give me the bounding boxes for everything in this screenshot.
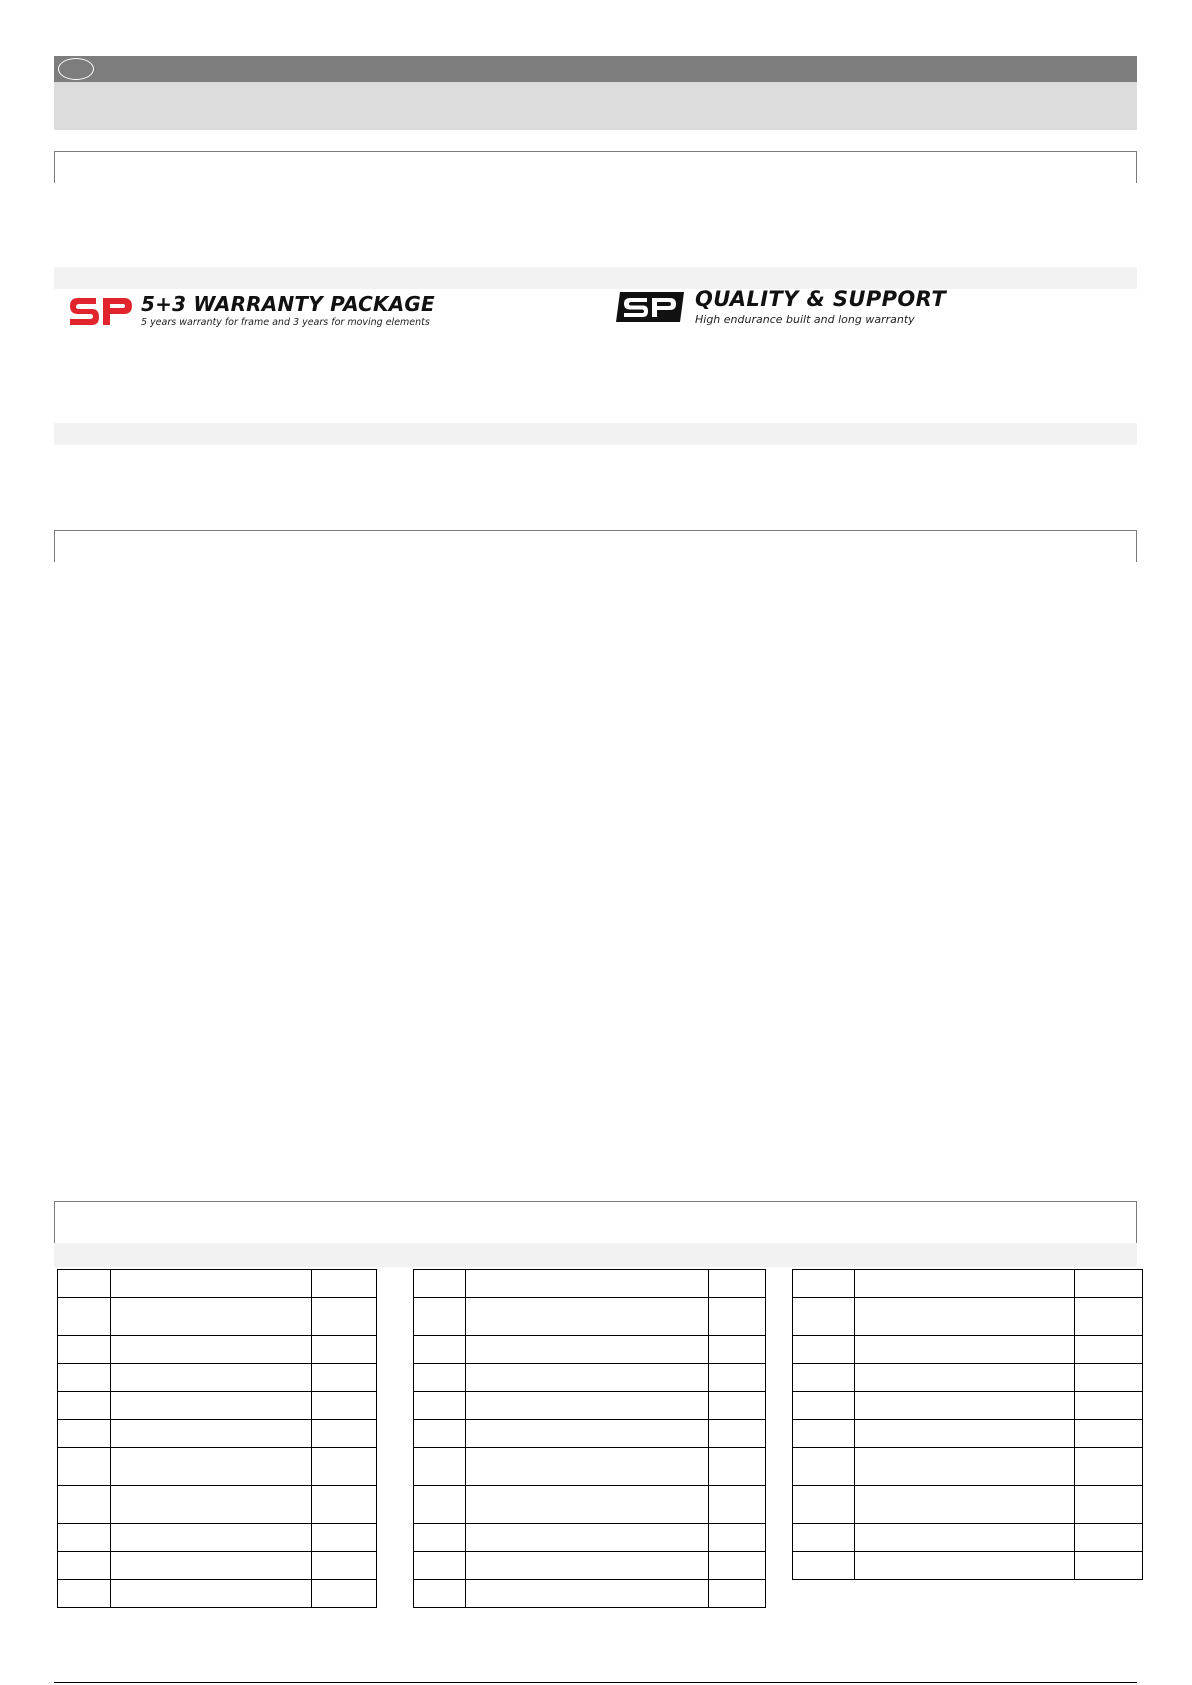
language-badge [58, 58, 94, 80]
parts-cell-qty [312, 1420, 377, 1448]
parts-cell-name [466, 1486, 709, 1524]
parts-cell-no [414, 1420, 466, 1448]
parts-cell-name [466, 1580, 709, 1608]
parts-row [793, 1448, 1143, 1486]
parts-cell-name [855, 1448, 1075, 1486]
parts-cell-qty [312, 1364, 377, 1392]
parts-row [58, 1364, 377, 1392]
parts-row [58, 1270, 377, 1298]
parts-cell-no [414, 1298, 466, 1336]
section-box-4 [54, 1201, 1137, 1243]
parts-row [58, 1486, 377, 1524]
parts-cell-qty [709, 1420, 766, 1448]
parts-cell-qty [709, 1552, 766, 1580]
parts-cell-qty [312, 1448, 377, 1486]
parts-cell-name [466, 1552, 709, 1580]
parts-cell-qty [709, 1336, 766, 1364]
parts-cell-qty [312, 1524, 377, 1552]
parts-row [414, 1364, 766, 1392]
parts-cell-name [111, 1486, 312, 1524]
bottom-rule [54, 1682, 1137, 1683]
title-band [54, 82, 1137, 130]
section-strip-4 [54, 1243, 1137, 1267]
parts-cell-no [414, 1364, 466, 1392]
parts-cell-name [111, 1524, 312, 1552]
parts-row [414, 1420, 766, 1448]
parts-cell-name [111, 1364, 312, 1392]
parts-cell-name [111, 1420, 312, 1448]
parts-cell-name [466, 1448, 709, 1486]
parts-cell-qty [312, 1336, 377, 1364]
parts-row [414, 1336, 766, 1364]
parts-cell-no [58, 1580, 111, 1608]
quality-subtitle: High endurance built and long warranty [695, 313, 915, 326]
parts-cell-qty [1075, 1524, 1143, 1552]
parts-cell-name [855, 1420, 1075, 1448]
parts-row [414, 1524, 766, 1552]
parts-row [793, 1486, 1143, 1524]
parts-table-left [57, 1269, 377, 1608]
parts-cell-name [466, 1420, 709, 1448]
parts-cell-name [855, 1270, 1075, 1298]
parts-cell-name [111, 1392, 312, 1420]
parts-cell-name [111, 1270, 312, 1298]
parts-cell-name [111, 1336, 312, 1364]
sp-black-logo-icon [614, 290, 686, 324]
parts-cell-no [793, 1298, 855, 1336]
parts-cell-no [58, 1420, 111, 1448]
parts-cell-qty [709, 1448, 766, 1486]
parts-cell-no [414, 1486, 466, 1524]
parts-cell-name [855, 1486, 1075, 1524]
parts-cell-qty [1075, 1448, 1143, 1486]
parts-cell-no [793, 1270, 855, 1298]
parts-cell-qty [709, 1486, 766, 1524]
parts-row [793, 1552, 1143, 1580]
parts-cell-name [466, 1270, 709, 1298]
parts-cell-name [855, 1298, 1075, 1336]
parts-row [793, 1524, 1143, 1552]
parts-cell-qty [1075, 1336, 1143, 1364]
parts-cell-qty [1075, 1392, 1143, 1420]
parts-cell-name [466, 1336, 709, 1364]
parts-cell-qty [1075, 1420, 1143, 1448]
parts-cell-qty [709, 1392, 766, 1420]
parts-cell-no [793, 1486, 855, 1524]
parts-cell-qty [1075, 1486, 1143, 1524]
parts-row [414, 1552, 766, 1580]
parts-cell-qty [1075, 1298, 1143, 1336]
warranty-title: 5+3 WARRANTY PACKAGE [141, 292, 435, 316]
parts-row [414, 1448, 766, 1486]
parts-cell-qty [1075, 1364, 1143, 1392]
parts-table-middle [413, 1269, 766, 1608]
parts-cell-no [58, 1486, 111, 1524]
parts-row [414, 1580, 766, 1608]
parts-cell-no [793, 1336, 855, 1364]
warranty-subtitle: 5 years warranty for frame and 3 years for moving elements [141, 317, 430, 328]
section-strip-2 [54, 423, 1137, 445]
parts-table-right [792, 1269, 1143, 1580]
parts-cell-name [855, 1364, 1075, 1392]
parts-cell-no [58, 1336, 111, 1364]
parts-cell-qty [312, 1486, 377, 1524]
parts-row [793, 1392, 1143, 1420]
parts-row [414, 1392, 766, 1420]
parts-cell-no [414, 1270, 466, 1298]
parts-row [58, 1392, 377, 1420]
parts-cell-qty [312, 1392, 377, 1420]
parts-cell-no [58, 1448, 111, 1486]
parts-cell-qty [1075, 1270, 1143, 1298]
section-box-1 [54, 151, 1137, 183]
parts-cell-qty [709, 1524, 766, 1552]
parts-row [793, 1364, 1143, 1392]
parts-cell-no [414, 1392, 466, 1420]
parts-cell-qty [312, 1552, 377, 1580]
parts-cell-no [793, 1420, 855, 1448]
parts-cell-no [414, 1336, 466, 1364]
parts-row [58, 1552, 377, 1580]
parts-cell-no [793, 1552, 855, 1580]
parts-cell-name [855, 1336, 1075, 1364]
section-box-3 [54, 530, 1137, 562]
parts-cell-name [466, 1364, 709, 1392]
parts-cell-name [466, 1298, 709, 1336]
parts-row [793, 1336, 1143, 1364]
parts-cell-qty [709, 1580, 766, 1608]
parts-cell-name [111, 1448, 312, 1486]
parts-cell-name [466, 1392, 709, 1420]
parts-row [58, 1298, 377, 1336]
parts-cell-no [58, 1270, 111, 1298]
parts-cell-no [793, 1448, 855, 1486]
parts-row [414, 1270, 766, 1298]
quality-title: QUALITY & SUPPORT [695, 287, 947, 311]
parts-cell-qty [312, 1580, 377, 1608]
parts-cell-qty [312, 1270, 377, 1298]
parts-row [793, 1420, 1143, 1448]
parts-cell-no [793, 1524, 855, 1552]
parts-row [414, 1298, 766, 1336]
parts-cell-name [111, 1552, 312, 1580]
parts-cell-no [414, 1448, 466, 1486]
parts-row [58, 1524, 377, 1552]
parts-cell-qty [709, 1364, 766, 1392]
parts-row [58, 1336, 377, 1364]
parts-cell-no [58, 1298, 111, 1336]
parts-row [58, 1580, 377, 1608]
parts-cell-no [793, 1364, 855, 1392]
parts-cell-no [58, 1364, 111, 1392]
parts-cell-qty [709, 1270, 766, 1298]
parts-cell-name [855, 1524, 1075, 1552]
parts-row [58, 1448, 377, 1486]
parts-row [414, 1486, 766, 1524]
parts-cell-name [855, 1552, 1075, 1580]
section-strip-1 [54, 267, 1137, 289]
parts-cell-name [111, 1580, 312, 1608]
parts-row [58, 1420, 377, 1448]
parts-cell-name [855, 1392, 1075, 1420]
header-bar [54, 56, 1137, 82]
parts-cell-no [793, 1392, 855, 1420]
parts-cell-qty [709, 1298, 766, 1336]
parts-row [793, 1270, 1143, 1298]
parts-cell-name [111, 1298, 312, 1336]
sp-red-logo-icon [68, 294, 134, 328]
parts-cell-no [414, 1524, 466, 1552]
parts-cell-no [414, 1580, 466, 1608]
parts-cell-no [58, 1524, 111, 1552]
parts-cell-no [414, 1552, 466, 1580]
parts-cell-no [58, 1392, 111, 1420]
parts-cell-name [466, 1524, 709, 1552]
parts-cell-qty [1075, 1552, 1143, 1580]
parts-cell-no [58, 1552, 111, 1580]
parts-row [793, 1298, 1143, 1336]
parts-cell-qty [312, 1298, 377, 1336]
